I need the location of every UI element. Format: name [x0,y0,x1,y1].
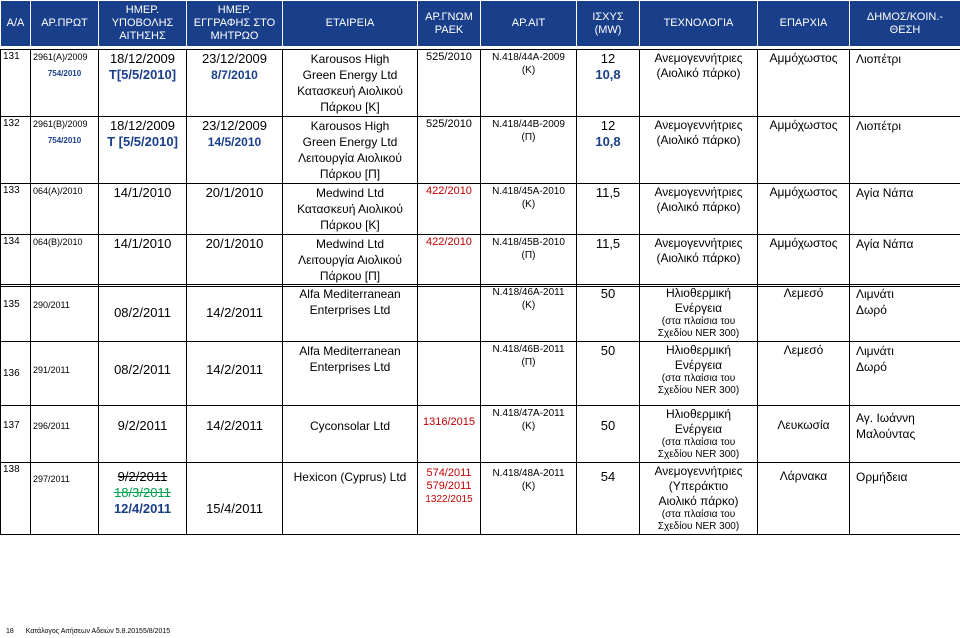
table-row [1,285,960,342]
registration-date-cell: 15/4/2011 [187,463,283,535]
province-cell: Λάρνακα [758,463,850,535]
province-cell: Αμμόχωστος [758,117,850,184]
application-no-cell: Ν.418/46Α-2011 (Κ) [481,285,577,342]
capacity-cell: 50 [577,285,640,342]
province-cell: Αμμόχωστος [758,50,850,117]
capacity-cell: 50 [577,342,640,406]
province-cell: Αμμόχωστος [758,184,850,235]
company-cell: Alfa Mediterranean Enterprises Ltd [283,342,418,406]
protocol-cell: 291/2011 [31,342,99,406]
technology-cell: Ηλιοθερμική Ενέργεια (στα πλαίσια του Σχεδίου NER 300) [640,406,758,463]
technology-cell: Ανεμογεννήτριες (Υπεράκτιο Αιολικό πάρκο) (στα πλαίσια του Σχεδίου NER 300) [640,463,758,535]
registration-date-cell: 23/12/2009 8/7/2010 [187,50,283,117]
location-cell: Αγία Νάπα [850,235,960,287]
registration-date-cell: 14/2/2011 [187,285,283,342]
page-footer [6,628,180,635]
technology-cell: Ανεμογεννήτριες (Αιολικό πάρκο) [640,117,758,184]
protocol-cell: 297/2011 [31,463,99,535]
capacity-cell: 12 10,8 [577,50,640,117]
capacity-cell: 11,5 [577,184,640,235]
application-no-cell: Ν.418/45Β-2010 (Π) [481,235,577,287]
raek-cell: 574/2011 579/2011 1322/2015 [418,463,481,535]
row-number: 134 [1,235,31,287]
raek-cell: 525/2010 [418,50,481,117]
table-row [1,463,960,535]
registration-date-cell: 14/2/2011 [187,342,283,406]
province-cell: Λευκωσία [758,406,850,463]
header-company: ΕΤΑΙΡΕΙΑ [283,1,418,47]
province-cell: Αμμόχωστος [758,235,850,287]
header-technology: ΤΕΧΝΟΛΟΓΙΑ [640,1,758,47]
location-cell: Λιμνάτι Δωρό [850,342,960,406]
capacity-cell: 11,5 [577,235,640,287]
header-municipality: ΔΗΜΟΣ/ΚΟΙΝ.- ΘΕΣΗ [850,1,960,47]
column-header-row [0,0,960,47]
registration-date-cell: 20/1/2010 [187,184,283,235]
capacity-cell: 54 [577,463,640,535]
technology-cell: Ηλιοθερμική Ενέργεια (στα πλαίσια του Σχεδίου NER 300) [640,342,758,406]
capacity-cell: 12 10,8 [577,117,640,184]
company-cell: Alfa Mediterranean Enterprises Ltd [283,285,418,342]
company-cell: Karousos High Green Energy Ltd Λειτουργία Αιολικού Πάρκου [Π] [283,117,418,184]
province-cell: Λεμεσό [758,285,850,342]
location-cell: Αγ. Ιωάννη Μαλούντας [850,406,960,463]
application-no-cell: Ν.418/45Α-2010 (Κ) [481,184,577,235]
raek-cell: 422/2010 [418,184,481,235]
protocol-cell: 064(Α)/2010 [31,184,99,235]
submission-date-cell: 18/12/2009 Τ[5/5/2010] [99,50,187,117]
raek-cell: 1316/2015 [418,406,481,463]
application-no-cell: Ν.418/46Β-2011 (Π) [481,342,577,406]
row-number: 131 [1,50,31,117]
submission-date-cell: 08/2/2011 [99,342,187,406]
capacity-cell: 50 [577,406,640,463]
header-capacity: ΙΣΧΥΣ (MW) [577,1,640,47]
company-cell: Cyconsolar Ltd [283,406,418,463]
province-cell: Λεμεσό [758,342,850,406]
protocol-cell: 064(Β)/2010 [31,235,99,287]
location-cell: Λιοπέτρι [850,117,960,184]
raek-cell [418,285,481,342]
header-protocol: ΑΡ.ΠΡΩΤ [31,1,99,47]
header-application-no: ΑΡ.ΑΙΤ [481,1,577,47]
application-no-cell: Ν.418/44Α-2009 (Κ) [481,50,577,117]
row-number: 132 [1,117,31,184]
submission-date-cell: 14/1/2010 [99,184,187,235]
submission-date-cell: 9/2/2011 [99,406,187,463]
registration-date-cell: 23/12/2009 14/5/2010 [187,117,283,184]
table-row [1,235,960,287]
raek-cell: 422/2010 [418,235,481,287]
header-submission-date: ΗΜΕΡ. ΥΠΟΒΟΛΗΣ ΑΙΤΗΣΗΣ [99,1,187,47]
footer-text: Κατάλογος Αιτήσεων Αδειών 5.8.20155/8/2015 [25,628,171,635]
application-no-cell: Ν.418/44Β-2009 (Π) [481,117,577,184]
registration-date-cell: 20/1/2010 [187,235,283,287]
table-row [1,50,960,117]
technology-cell: Ηλιοθερμική Ενέργεια (στα πλαίσια του Σχεδίου NER 300) [640,285,758,342]
location-cell: Λιμνάτι Δωρό [850,285,960,342]
location-cell: Αγία Νάπα [850,184,960,235]
page-number: 18 [6,628,14,635]
table-row [1,406,960,463]
company-cell: Medwind Ltd Λειτουργία Αιολικού Πάρκου [Π] [283,235,418,287]
row-number: 138 [1,463,31,535]
protocol-cell: 290/2011 [31,285,99,342]
row-number: 135 [1,285,31,342]
protocol-cell: 296/2011 [31,406,99,463]
submission-date-cell: 9/2/2011 18/3/2011 12/4/2011 [99,463,187,535]
header-raek-opinion: ΑΡ.ΓΝΩΜ ΡΑΕΚ [418,1,481,47]
protocol-cell: 2961(Α)/2009 754/2010 [31,50,99,117]
header-registration-date: ΗΜΕΡ. ΕΓΓΡΑΦΗΣ ΣΤΟ ΜΗΤΡΩΟ [187,1,283,47]
application-no-cell: Ν.418/47Α-2011 (Κ) [481,406,577,463]
technology-cell: Ανεμογεννήτριες (Αιολικό πάρκο) [640,235,758,287]
header-aa: Α/Α [1,1,31,47]
company-cell: Karousos High Green Energy Ltd Κατασκευή Αιολικού Πάρκου [Κ] [283,50,418,117]
location-cell: Ορμήδεια [850,463,960,535]
wind-applications-table [0,49,960,287]
solar-applications-table [0,284,960,535]
row-number: 133 [1,184,31,235]
submission-date-cell: 18/12/2009 Τ [5/5/2010] [99,117,187,184]
technology-cell: Ανεμογεννήτριες (Αιολικό πάρκο) [640,50,758,117]
raek-cell [418,342,481,406]
company-cell: Medwind Ltd Κατασκευή Αιολικού Πάρκου [Κ] [283,184,418,235]
table-row [1,184,960,235]
row-number: 136 [1,342,31,406]
company-cell: Hexicon (Cyprus) Ltd [283,463,418,535]
table-row [1,342,960,406]
table-row [1,117,960,184]
submission-date-cell: 08/2/2011 [99,285,187,342]
application-no-cell: Ν.418/48Α-2011 (Κ) [481,463,577,535]
raek-cell: 525/2010 [418,117,481,184]
location-cell: Λιοπέτρι [850,50,960,117]
protocol-cell: 2961(Β)/2009 754/2010 [31,117,99,184]
technology-cell: Ανεμογεννήτριες (Αιολικό πάρκο) [640,184,758,235]
registration-date-cell: 14/2/2011 [187,406,283,463]
submission-date-cell: 14/1/2010 [99,235,187,287]
header-province: ΕΠΑΡΧΙΑ [758,1,850,47]
row-number: 137 [1,406,31,463]
